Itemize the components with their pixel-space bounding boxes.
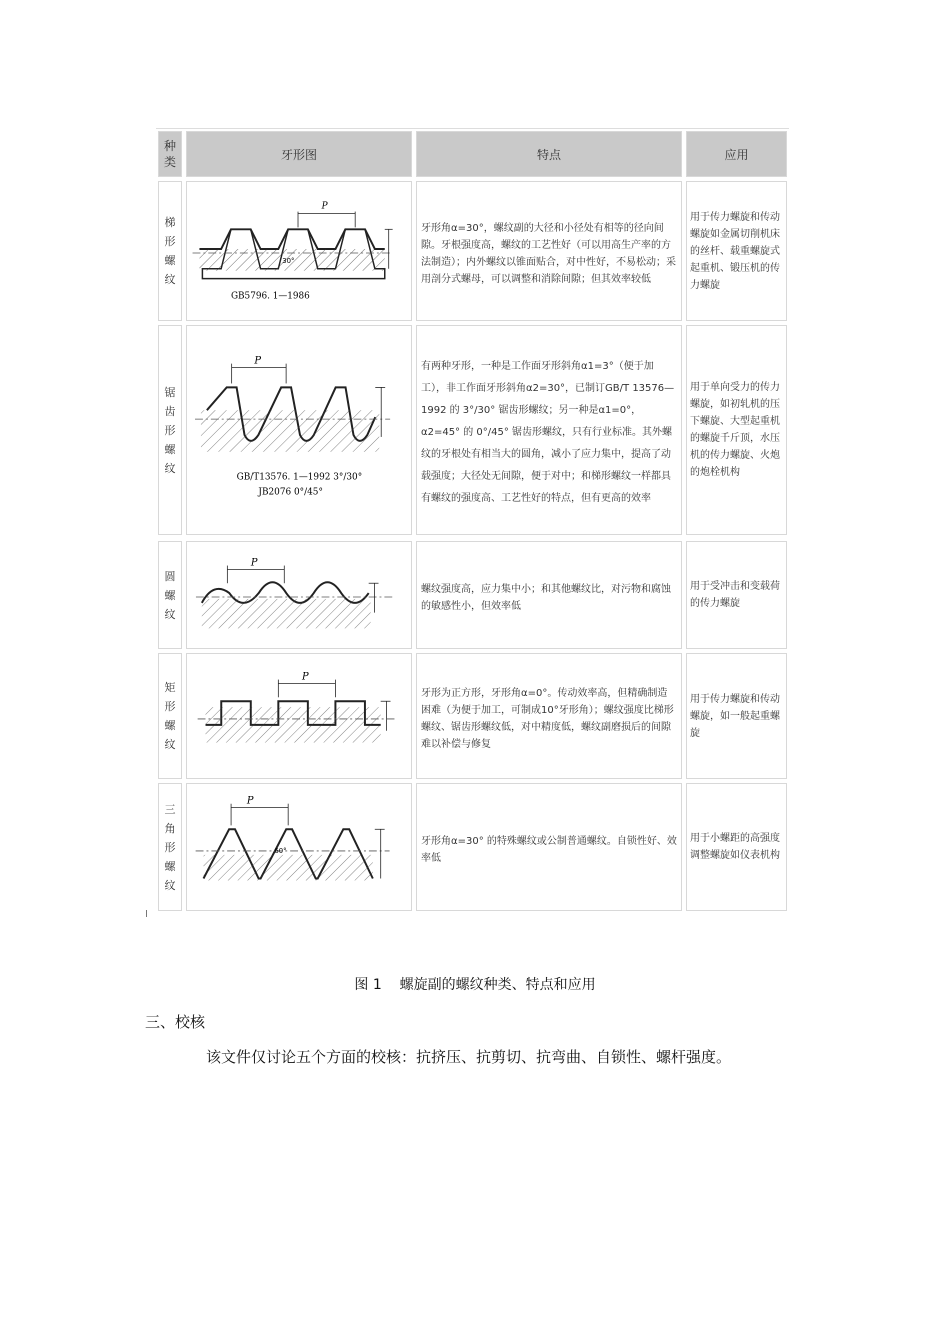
section-title: 三、校核 <box>145 1013 206 1031</box>
pitch-label: P <box>321 201 328 212</box>
triangular-thread-figure <box>186 783 412 911</box>
round-thread-figure <box>186 541 412 649</box>
pitch-label: P <box>254 355 262 367</box>
row-kind-round: 圆螺纹 <box>158 541 182 649</box>
header-kind: 种类 <box>158 131 182 177</box>
pitch-label: P <box>246 795 254 807</box>
thread-types-table <box>156 128 789 917</box>
row-features-triangular: 牙形角α=30° 的特殊螺纹或公制普通螺纹。自锁性好、效率低 <box>416 783 682 911</box>
row-kind-rectangular: 矩形螺纹 <box>158 653 182 779</box>
pitch-label: P <box>250 557 258 569</box>
row-features-buttress: 有两种牙形，一种是工作面牙形斜角α1=3°（便于加工），非工作面牙形斜角α2=30°，已制订GB/T 13576—1992 的 3°/30° 锯齿形螺纹；另一种是α1=0°，α2=45° 的 0°/45° 锯齿形螺纹，只有行业标准。其外螺纹的牙根处有相当大的圆角，减小了应力集中，提高了动载强度；大径处无间隙，便于对中；和梯形螺纹一样都具有螺纹的强度高、工艺性好的特点，但有更高的效率 <box>416 325 682 535</box>
row-kind-buttress: 锯齿形螺纹 <box>158 325 182 535</box>
row-application-buttress: 用于单向受力的传力螺旋，如初轧机的压下螺旋、大型起重机的螺旋千斤顶，水压机的传力螺旋、火炮的炮栓机构 <box>686 325 787 535</box>
buttress-thread-figure <box>186 325 412 535</box>
standard-label: GB5796. 1—1986 <box>230 291 310 302</box>
row-application-trapezoidal: 用于传力螺旋和传动螺旋如金属切削机床的丝杆、载重螺旋式起重机、锻压机的传力螺旋 <box>686 181 787 321</box>
header-application: 应用 <box>686 131 787 177</box>
row-kind-triangular: 三角形螺纹 <box>158 783 182 911</box>
row-features-trapezoidal: 牙形角α=30°，螺纹副的大径和小径处有相等的径向间隙。牙根强度高，螺纹的工艺性好（可以用高生产率的方法制造）；内外螺纹以锥面贴合，对中性好，不易松动；采用剖分式螺母，可以调整和消除间隙；但其效率较低 <box>416 181 682 321</box>
row-features-round: 螺纹强度高，应力集中小；和其他螺纹比，对污物和腐蚀的敏感性小，但效率低 <box>416 541 682 649</box>
figure-caption: 图 1 螺旋副的螺纹种类、特点和应用 <box>354 977 596 993</box>
angle-label: 60° <box>274 846 287 855</box>
row-application-triangular: 用于小螺距的高强度调整螺旋如仪表机构 <box>686 783 787 911</box>
margin-mark <box>146 910 147 917</box>
standard-label-2: JB2076 0°/45° <box>258 487 323 498</box>
rectangular-thread-figure <box>186 653 412 779</box>
body-paragraph: 该文件仅讨论五个方面的校核：抗挤压、抗剪切、抗弯曲、自锁性、螺杆强度。 <box>206 1048 732 1066</box>
standard-label: GB/T13576. 1—1992 3°/30° <box>236 472 363 483</box>
header-figure: 牙形图 <box>186 131 412 177</box>
trapezoidal-thread-figure <box>186 181 412 321</box>
row-application-rectangular: 用于传力螺旋和传动螺旋，如一般起重螺旋 <box>686 653 787 779</box>
angle-label: 30° <box>282 256 295 265</box>
header-features: 特点 <box>416 131 682 177</box>
row-application-round: 用于受冲击和变载荷的传力螺旋 <box>686 541 787 649</box>
pitch-label: P <box>301 671 309 683</box>
row-kind-trapezoidal: 梯形螺纹 <box>158 181 182 321</box>
row-features-rectangular: 牙形为正方形，牙形角α=0°。传动效率高，但精确制造困难（为便于加工，可制成10°牙形角）；螺纹强度比梯形螺纹、锯齿形螺纹低，对中精度低，螺纹副磨损后的间隙难以补偿与修复 <box>416 653 682 779</box>
